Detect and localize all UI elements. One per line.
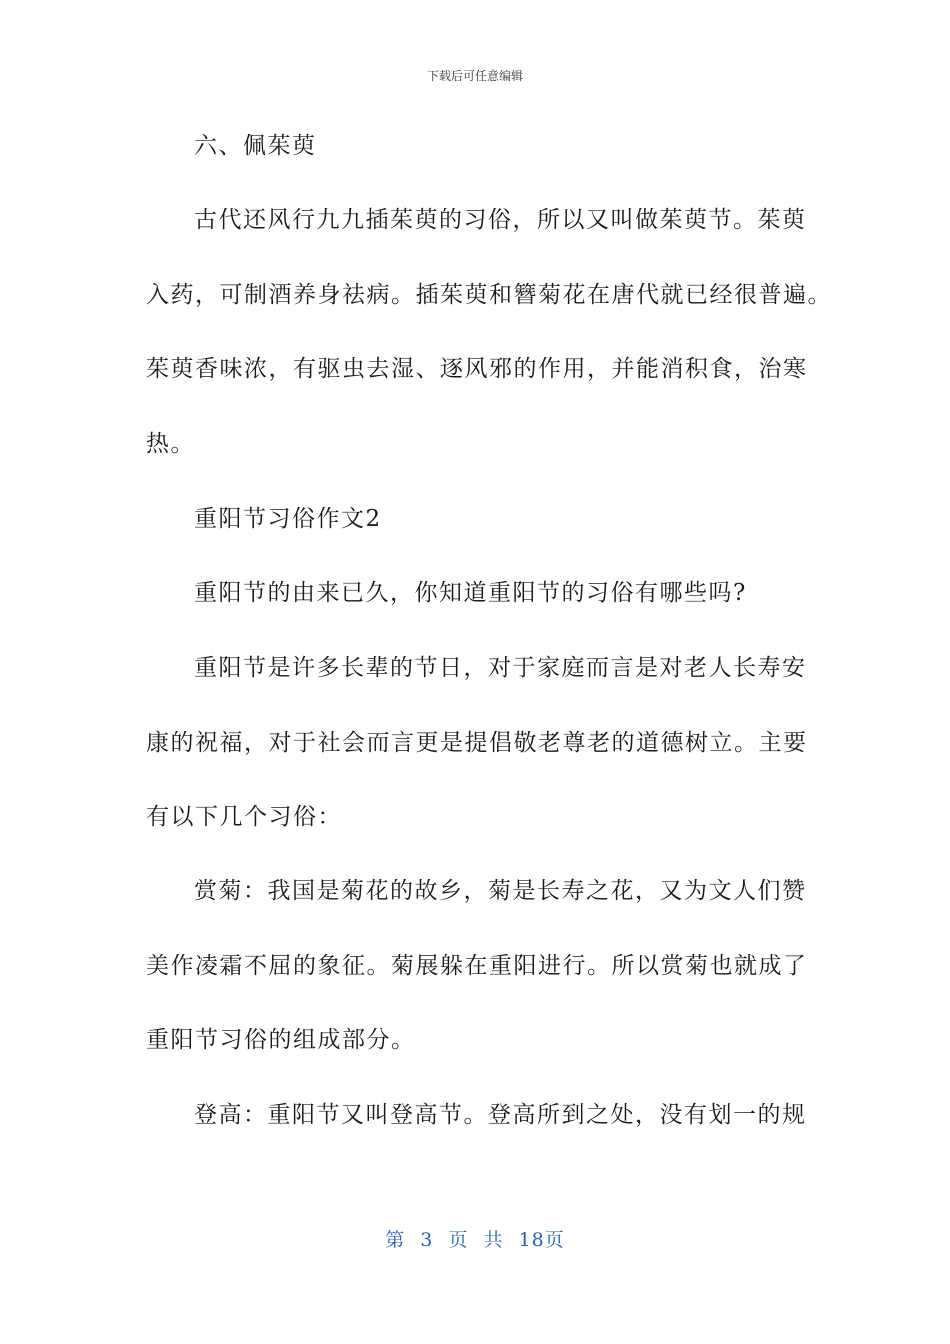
paragraph-line: 美作凌霜不屈的象征。菊展躲在重阳进行。所以赏菊也就成了 xyxy=(146,953,808,979)
paragraph-line: 重阳节习俗的组成部分。 xyxy=(146,1027,416,1053)
paragraph-line: 有以下几个习俗： xyxy=(146,804,342,830)
paragraph-line: 登高：重阳节又叫登高节。登高所到之处，没有划一的规 xyxy=(194,1102,807,1128)
paragraph-line: 赏菊：我国是菊花的故乡，菊是长寿之花，又为文人们赞 xyxy=(194,878,807,904)
section-heading: 六、佩茱萸 xyxy=(194,133,317,159)
article-title: 重阳节习俗作文2 xyxy=(194,506,382,532)
footer-di: 第 xyxy=(385,1229,406,1251)
paragraph-line: 古代还风行九九插茱萸的习俗，所以又叫做茱萸节。茱萸 xyxy=(194,207,807,233)
page-number-footer xyxy=(0,1225,950,1252)
paragraph-line: 康的祝福，对于社会而言更是提倡敬老尊老的道德树立。主要 xyxy=(146,730,808,756)
paragraph-line: 热。 xyxy=(146,431,195,457)
header-note: 下载后可任意编辑 xyxy=(426,69,523,83)
paragraph-line: 重阳节是许多长辈的节日，对于家庭而言是对老人长寿安 xyxy=(194,655,807,681)
footer-total-pages: 18页 xyxy=(518,1229,565,1251)
paragraph-line: 入药，可制酒养身祛病。插茱萸和簪菊花在唐代就已经很普遍。 xyxy=(146,282,832,308)
footer-ye: 页 xyxy=(448,1229,469,1251)
footer-current-page: 3 xyxy=(420,1229,434,1251)
footer-gong: 共 xyxy=(483,1229,504,1251)
paragraph-line: 重阳节的由来已久，你知道重阳节的习俗有哪些吗? xyxy=(194,580,747,606)
paragraph-line: 茱萸香味浓，有驱虫去湿、逐风邪的作用，并能消积食，治寒 xyxy=(146,356,808,382)
